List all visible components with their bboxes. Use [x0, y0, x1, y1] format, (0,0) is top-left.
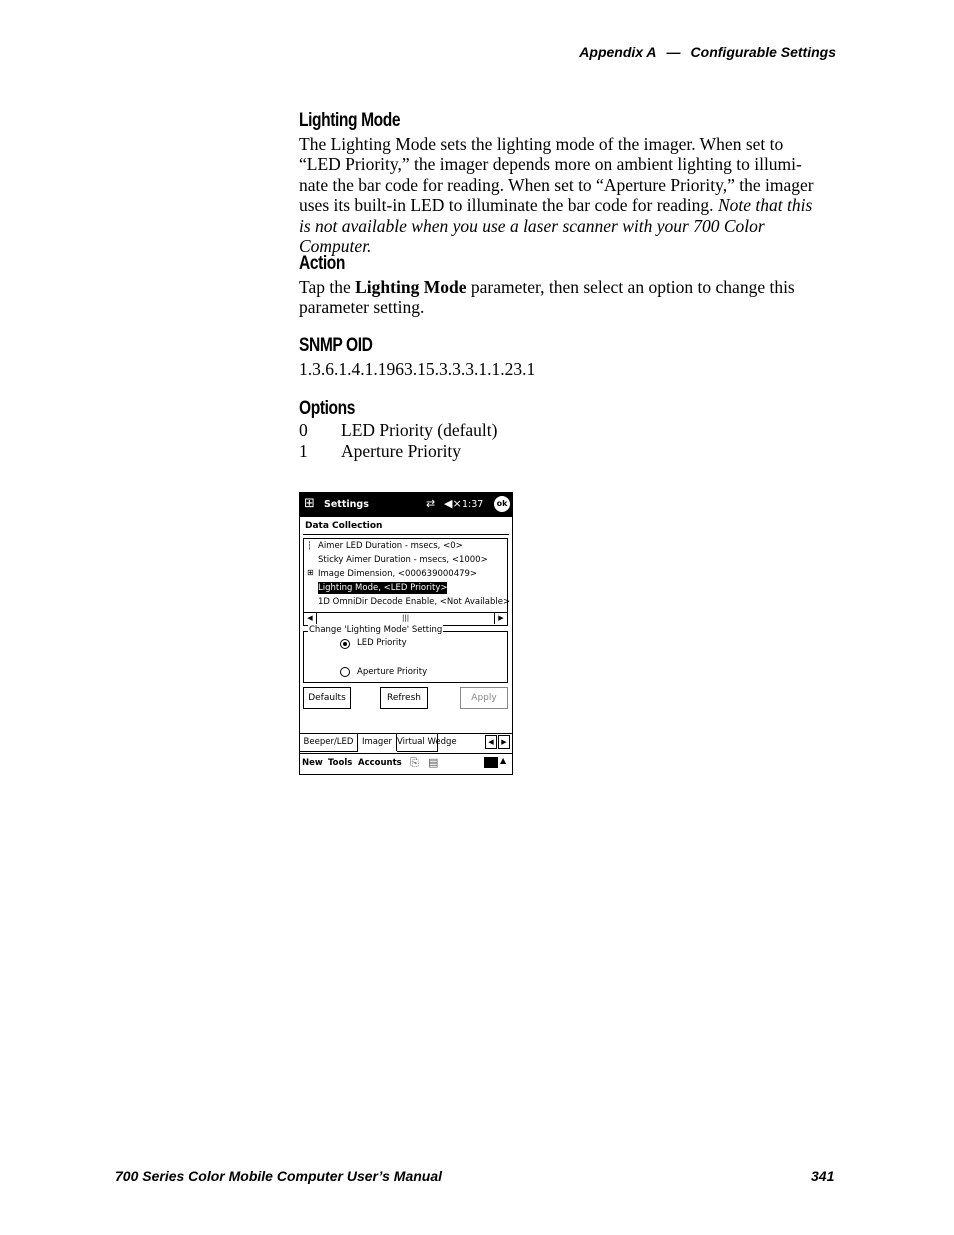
tab-virtual-wedge[interactable]: Virtual Wedge [397, 734, 438, 752]
menu-accounts[interactable]: Accounts [358, 758, 402, 768]
scroll-right-icon[interactable]: ▶ [494, 613, 507, 624]
defaults-button[interactable]: Defaults [303, 687, 351, 709]
option-item [299, 420, 839, 441]
input-panel-arrow-icon[interactable]: ▲ [500, 756, 507, 765]
tree-item[interactable]: Aimer LED Duration - msecs, <0> [318, 541, 463, 551]
keyboard-icon[interactable] [484, 757, 498, 768]
header-appendix: Appendix A [579, 44, 657, 60]
lighting-mode-note-end: is not available when you use a laser scanner with your 700 Color Computer. [299, 215, 765, 257]
sync-icon[interactable]: ⎘ [410, 756, 419, 769]
lighting-mode-body [299, 134, 839, 256]
page-number: 341 [811, 1168, 835, 1184]
windows-start-icon[interactable]: ⊞ [304, 496, 315, 511]
command-bar [300, 753, 512, 775]
tab-right-icon[interactable]: ▶ [498, 735, 510, 749]
option-number: 1 [299, 441, 308, 461]
settings-tree[interactable] [303, 538, 511, 626]
action-line-1 [299, 277, 839, 297]
tab-left-icon[interactable]: ◀ [485, 735, 497, 749]
device-clock[interactable]: 1:37 [462, 499, 484, 510]
option-item [299, 441, 839, 462]
document-icon[interactable]: ▤ [428, 756, 439, 769]
snmp-body [299, 359, 839, 379]
options-section [299, 398, 839, 420]
options-list [299, 420, 839, 462]
lighting-mode-section [299, 110, 839, 132]
lighting-mode-line-1: The Lighting Mode sets the lighting mode of the imager. When set to [299, 134, 784, 154]
setting-group [303, 625, 508, 683]
action-heading: Action [299, 253, 346, 274]
option-label: LED Priority (default) [341, 420, 498, 440]
action-pre: Tap the [299, 277, 356, 297]
lighting-mode-note-line [299, 216, 839, 257]
snmp-section [299, 335, 839, 357]
lighting-mode-line-3: nate the bar code for reading. When set to “Aperture Priority,” the imager [299, 174, 814, 195]
aperture-priority-label[interactable]: Aperture Priority [357, 667, 428, 677]
data-collection-label: Data Collection [305, 521, 383, 531]
apply-button[interactable]: Apply [460, 687, 508, 709]
lighting-mode-line-4-text: uses its built-in LED to illuminate the bar code for reading. [299, 195, 714, 216]
menu-new[interactable]: New [302, 758, 323, 768]
lighting-mode-note-start: Note that this [717, 195, 813, 216]
footer-title: 700 Series Color Mobile Computer User’s Manual [115, 1168, 443, 1184]
horizontal-scrollbar[interactable] [304, 612, 507, 625]
aperture-priority-radio[interactable] [340, 667, 350, 677]
group-caption: Change 'Lighting Mode' Setting [309, 625, 443, 635]
tree-item[interactable]: Sticky Aimer Duration - msecs, <1000> [318, 555, 488, 565]
running-header [579, 44, 836, 60]
header-section: Configurable Settings [690, 44, 836, 60]
device-title-bar [300, 493, 512, 517]
tree-line-icon: ┆ [307, 541, 312, 550]
action-line-2: parameter setting. [299, 297, 425, 318]
lighting-mode-line-2: “LED Priority,” the imager depends more on ambient lighting to illumi- [299, 154, 802, 175]
device-title: Settings [324, 499, 369, 510]
action-bold: Lighting Mode [355, 277, 467, 297]
tree-item[interactable]: 1D OmniDir Decode Enable, <Not Available> [318, 597, 511, 607]
option-number: 0 [299, 420, 308, 440]
action-body [299, 277, 839, 318]
action-section [299, 253, 839, 275]
menu-tools[interactable]: Tools [328, 758, 353, 768]
scroll-thumb-icon[interactable]: ||| [402, 614, 410, 622]
snmp-heading: SNMP OID [299, 335, 373, 356]
led-priority-label[interactable]: LED Priority [357, 638, 407, 648]
refresh-button[interactable]: Refresh [380, 687, 428, 709]
ok-button[interactable]: ok [494, 496, 510, 512]
section-divider [303, 534, 509, 535]
tab-strip [300, 733, 512, 752]
tree-item-selected[interactable]: Lighting Mode, <LED Priority> [318, 583, 448, 593]
device-screenshot [299, 492, 513, 775]
header-dash: — [666, 44, 681, 60]
lighting-mode-heading: Lighting Mode [299, 110, 401, 131]
expand-icon[interactable]: ⊞ [307, 568, 314, 577]
options-heading: Options [299, 398, 355, 419]
tab-beeper-led[interactable]: Beeper/LED [300, 734, 358, 752]
snmp-value: 1.3.6.1.4.1.1963.15.3.3.3.1.1.23.1 [299, 359, 536, 379]
speaker-icon[interactable]: ◀× [444, 497, 462, 510]
tree-item[interactable]: Image Dimension, <000639000479> [318, 569, 478, 579]
option-label: Aperture Priority [341, 441, 462, 461]
scroll-left-icon[interactable]: ◀ [304, 613, 317, 624]
lighting-mode-line-4 [299, 195, 839, 215]
led-priority-radio[interactable] [340, 639, 350, 649]
connectivity-icon[interactable]: ⇄ [426, 497, 436, 510]
tab-imager[interactable]: Imager [358, 734, 397, 751]
action-post: parameter, then select an option to change this [466, 277, 795, 297]
